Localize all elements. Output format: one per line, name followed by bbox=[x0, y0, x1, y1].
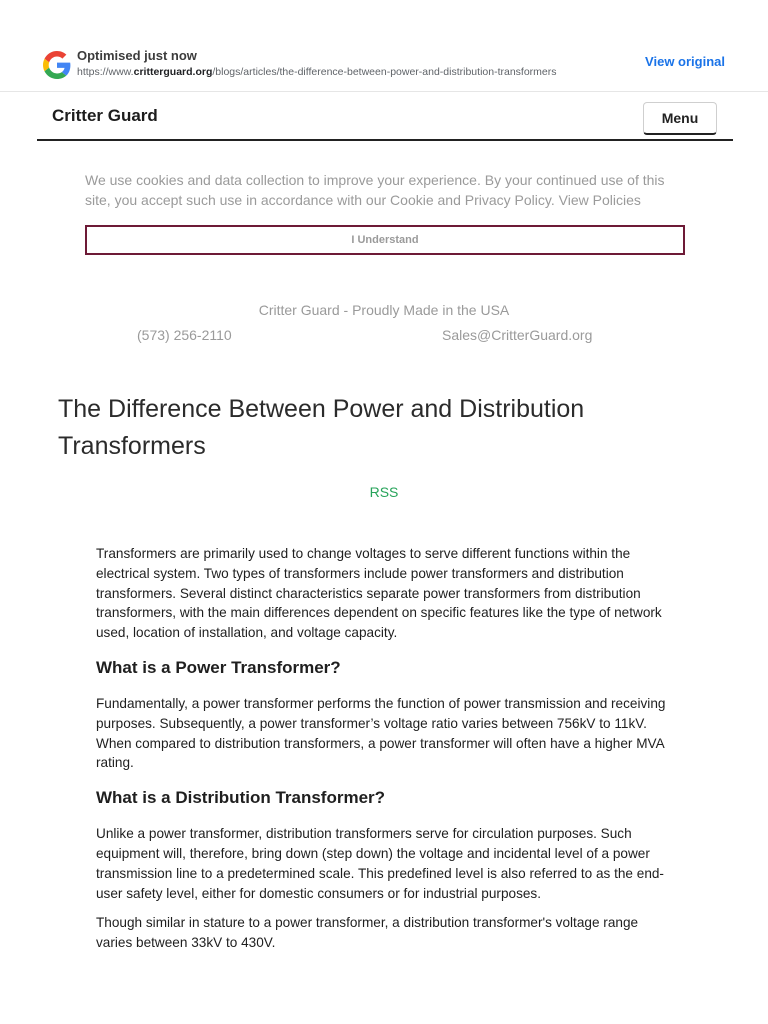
intro-paragraph: Transformers are primarily used to change voltages to serve different functions within the electrical system. Two types of transformers include power transformers and distribution transformers. Several distinct characteristics separate power transformers from distribution transformers, with the main differences dependent on specific features like the type of network used, location of installation, and voltage capacity. bbox=[96, 546, 662, 641]
page-url bbox=[77, 65, 557, 79]
url-domain: critterguard.org bbox=[133, 66, 213, 78]
power-transformer-heading: What is a Power Transformer? bbox=[96, 657, 341, 677]
phone-link[interactable]: (573) 256-2110 bbox=[137, 327, 232, 343]
distribution-transformer-heading: What is a Distribution Transformer? bbox=[96, 788, 386, 808]
menu-button[interactable]: Menu bbox=[643, 102, 717, 135]
article-title: The Difference Between Power and Distribution Transformers bbox=[58, 395, 585, 460]
url-path: /blogs/articles/the-difference-between-power-and-distribution-transformers bbox=[212, 66, 557, 78]
site-header bbox=[37, 92, 733, 141]
i-understand-button[interactable]: I Understand bbox=[85, 225, 685, 255]
distribution-transformer-paragraph-2: Though similar in stature to a power transformer, a distribution transformer's voltage range varies between 33kV to 430V. bbox=[96, 915, 639, 951]
site-brand[interactable]: Critter Guard bbox=[52, 106, 158, 125]
google-banner-text bbox=[77, 48, 557, 79]
cookie-notice-text: We use cookies and data collection to improve your experience. By your continued use of this site, you accept such use in accordance with our Cookie and Privacy Policy. View Policies bbox=[85, 172, 665, 208]
distribution-transformer-paragraph-1: Unlike a power transformer, distribution transformers serve for circulation purposes. Such equipment will, therefore, bring down (step down) the voltage and incidental level of a power transmission line to a predetermined scale. This predefined level is also referred to as the end-user safety level, either for domestic consumers or for industrial purposes. bbox=[96, 826, 664, 901]
url-prefix: https://www. bbox=[77, 66, 134, 78]
google-g-icon bbox=[43, 51, 71, 79]
article-body bbox=[96, 544, 676, 963]
power-transformer-paragraph: Fundamentally, a power transformer performs the function of power transmission and receiving purposes. Subsequently, a power transformer’s voltage ratio varies between 756kV to 11kV. When compared to distribution transformers, a power transformer will often have a higher MVA rating. bbox=[96, 695, 666, 771]
rss-link[interactable]: RSS bbox=[369, 484, 399, 500]
email-link[interactable]: Sales@CritterGuard.org bbox=[442, 327, 593, 343]
view-original-link[interactable]: View original bbox=[645, 54, 725, 69]
made-in-usa-tagline: Critter Guard - Proudly Made in the USA bbox=[258, 302, 510, 318]
optimised-status: Optimised just now bbox=[77, 48, 197, 63]
google-optimised-banner bbox=[0, 0, 768, 92]
